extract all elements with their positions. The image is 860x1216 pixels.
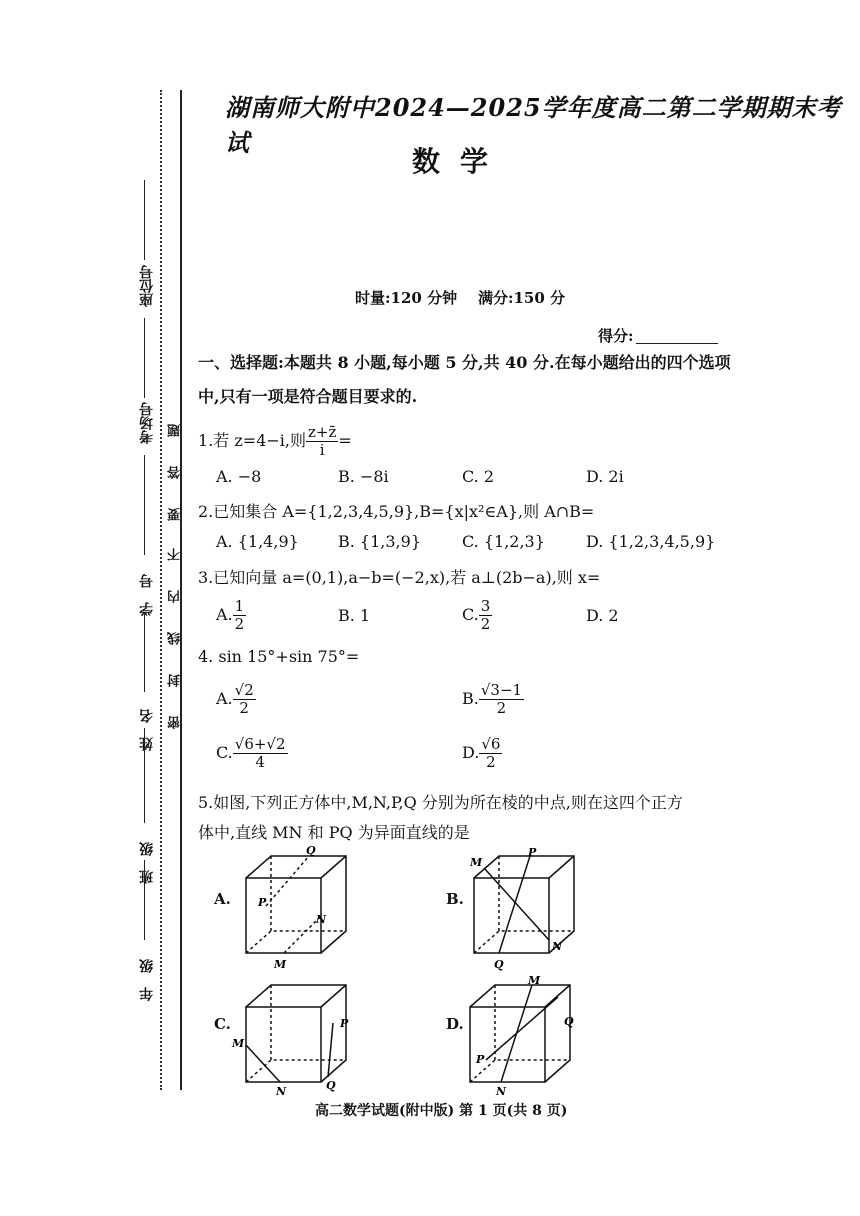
q4-c-label: C.: [216, 743, 233, 762]
q3-a-label: A.: [216, 605, 233, 624]
point-p: P: [476, 1053, 485, 1066]
point-m: M: [232, 1037, 245, 1050]
point-n: N: [552, 940, 563, 953]
q4-b-num: √3−1: [480, 681, 523, 699]
section-instructions: 一、选择题:本题共 8 小题,每小题 5 分,共 40 分.在每小题给出的四个选项中,只有一项是符合题目要求的.: [198, 353, 731, 406]
cube-figure-c: [230, 975, 349, 1098]
q4-c-fraction: [233, 736, 288, 771]
q3-option-d: D. 2: [586, 606, 619, 625]
q3-c-den: 2: [480, 615, 491, 633]
exam-room-line: [144, 318, 145, 398]
name-line: [144, 612, 145, 692]
question-3: 3.已知向量 a=(0,1),a−b=(−2,x),若 a⊥(2b−a),则 x=: [198, 568, 601, 587]
q1-option-b: B. −8i: [338, 467, 389, 486]
point-q: Q: [306, 844, 316, 857]
name-label: 姓名: [139, 695, 155, 751]
class-line: [144, 728, 145, 823]
seal-char: 不: [168, 548, 183, 561]
figure-a-label: A.: [214, 890, 231, 908]
class-label: 班级: [139, 828, 155, 884]
exam-title: 湖南师大附中2024—2025学年度高二第二学期期末考试: [225, 93, 842, 157]
point-m: M: [470, 856, 483, 869]
q3-a-den: 2: [234, 615, 245, 633]
seal-char: 密: [168, 716, 183, 729]
q1-stem: 1.若 z=4−i,则: [198, 431, 306, 450]
point-m: M: [528, 974, 541, 987]
point-q: Q: [564, 1015, 574, 1028]
q3-option-a: [216, 598, 246, 633]
grade-label: 年级: [139, 945, 155, 1001]
q3-option-c: [462, 598, 492, 633]
q4-option-d: [462, 736, 502, 771]
seal-char: 答: [168, 466, 183, 479]
seat-number-label: 座位号: [139, 265, 155, 307]
q4-a-num: √2: [234, 681, 254, 699]
seat-number-line: [144, 180, 145, 260]
question-2: 2.已知集合 A={1,2,3,4,5,9},B={x|x²∈A},则 A∩B=: [198, 502, 595, 521]
q1-frac-num: z+z̄: [307, 423, 337, 441]
figure-d-label: D.: [446, 1015, 464, 1033]
exam-room-label: 考场号: [139, 402, 155, 444]
point-q: Q: [326, 1079, 336, 1092]
point-m: M: [274, 958, 287, 971]
question-1: [198, 424, 352, 459]
point-p: P: [340, 1017, 349, 1030]
score-label: 得分:: [598, 327, 634, 345]
q4-a-fraction: [233, 682, 256, 717]
q4-b-fraction: [479, 682, 524, 717]
point-p: P: [258, 896, 267, 909]
q2-option-a: A. {1,4,9}: [216, 532, 299, 551]
seal-char: 内: [168, 590, 183, 603]
q4-a-den: 2: [239, 699, 249, 717]
seal-char: 封: [168, 674, 183, 687]
q1-equals: =: [338, 431, 352, 450]
seal-char: 要: [168, 508, 183, 521]
page-footer: 高二数学试题(附中版) 第 1 页(共 8 页): [315, 1103, 568, 1119]
q4-b-den: 2: [496, 699, 507, 717]
q1-frac-den: i: [319, 441, 325, 459]
q4-c-num: √6+√2: [234, 735, 286, 753]
question-5-line1: 5.如图,下列正方体中,M,N,P,Q 分别为所在棱的中点,则在这四个正方: [198, 793, 683, 812]
binding-dotted-line: [160, 90, 162, 1090]
q4-d-fraction: [479, 736, 502, 771]
subject-title: 数学: [412, 145, 509, 178]
q4-b-label: B.: [462, 689, 479, 708]
q4-option-a: [216, 682, 256, 717]
figure-b-label: B.: [446, 890, 464, 908]
point-n: N: [316, 913, 327, 926]
q4-d-label: D.: [462, 743, 480, 762]
q1-option-a: A. −8: [216, 467, 262, 486]
q3-a-fraction: [233, 598, 247, 633]
q4-a-label: A.: [216, 689, 233, 708]
q2-option-c: C. {1,2,3}: [462, 532, 545, 551]
grade-line: [144, 860, 145, 940]
student-number-label: 学号: [139, 560, 155, 616]
q4-option-c: [216, 736, 288, 771]
q1-option-d: D. 2i: [586, 467, 624, 486]
q3-a-num: 1: [234, 597, 245, 615]
q3-c-num: 3: [480, 597, 491, 615]
score-blank[interactable]: [636, 343, 718, 344]
q3-option-b: B. 1: [338, 606, 371, 625]
point-p: P: [528, 846, 537, 859]
q2-option-b: B. {1,3,9}: [338, 532, 421, 551]
point-q: Q: [494, 958, 504, 971]
q3-c-fraction: [479, 598, 493, 633]
q4-d-den: 2: [486, 753, 496, 771]
seal-char: 题: [168, 424, 183, 437]
question-5-line2: 体中,直线 MN 和 PQ 为异面直线的是: [198, 823, 470, 842]
q4-c-den: 4: [255, 753, 265, 771]
q1-option-c: C. 2: [462, 467, 495, 486]
cube-figure-d: [466, 975, 578, 1097]
q2-option-d: D. {1,2,3,4,5,9}: [586, 532, 716, 551]
exam-meta: 时量:120 分钟 满分:150 分: [355, 289, 566, 307]
q3-c-label: C.: [462, 605, 479, 624]
question-4: 4. sin 15°+sin 75°=: [198, 647, 360, 666]
cube-figure-b: [466, 848, 578, 970]
cube-figure-a: [236, 844, 346, 971]
q1-fraction: [306, 424, 338, 459]
student-number-line: [144, 455, 145, 555]
figure-c-label: C.: [214, 1015, 231, 1033]
q4-option-b: [462, 682, 524, 717]
q4-d-num: √6: [481, 735, 501, 753]
point-n: N: [496, 1085, 507, 1098]
point-n: N: [276, 1085, 287, 1098]
seal-char: 线: [168, 632, 183, 645]
